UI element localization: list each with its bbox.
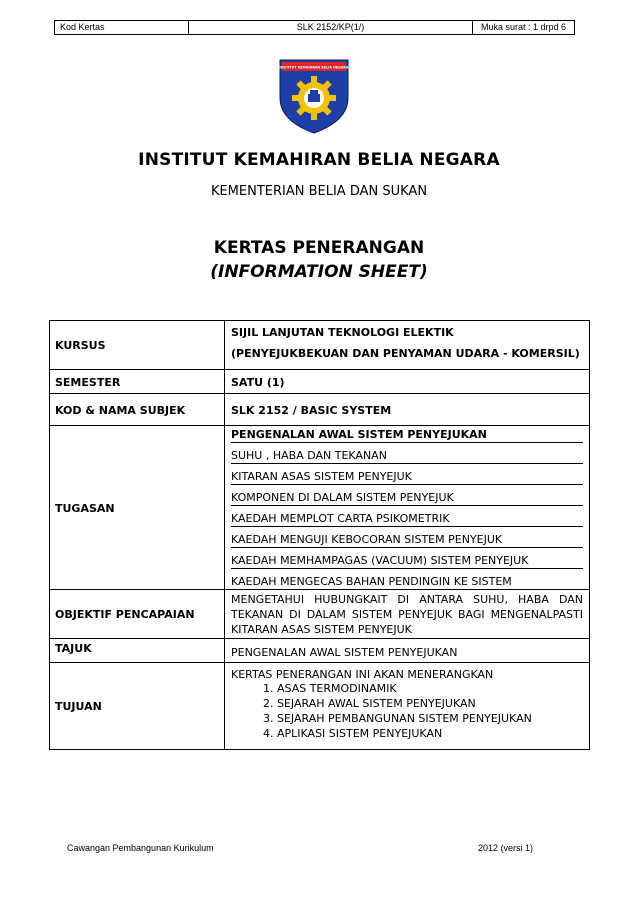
subjek-value: SLK 2152 / BASIC SYSTEM: [231, 404, 392, 417]
header-page: Muka surat : 1 drpd 6: [480, 22, 567, 32]
tugasan-item: KAEDAH MENGUJI KEBOCORAN SISTEM PENYEJUK: [231, 533, 583, 548]
kursus-line2: (PENYEJUKBEKUAN DAN PENYAMAN UDARA - KOMERSIL): [231, 347, 580, 360]
label-semester: SEMESTER: [55, 375, 121, 389]
row-objektif: [50, 589, 589, 639]
row-semester: [50, 369, 589, 394]
label-subjek: KOD & NAMA SUBJEK: [55, 403, 186, 417]
row-kursus: [50, 321, 589, 369]
info-table: [49, 320, 590, 750]
tujuan-intro: KERTAS PENERANGAN INI AKAN MENERANGKAN: [231, 668, 494, 681]
tujuan-item: 3. SEJARAH PEMBANGUNAN SISTEM PENYEJUKAN: [263, 712, 532, 725]
tugasan-item: KAEDAH MEMPLOT CARTA PSIKOMETRIK: [231, 512, 583, 527]
ministry-title: KEMENTERIAN BELIA DAN SUKAN: [210, 184, 428, 199]
header-table: [54, 20, 575, 35]
header-code: SLK 2152/KP(1/): [189, 21, 473, 34]
objektif-text: MENGETAHUI HUBUNGKAIT DI ANTARA SUHU, HABA DAN TEKANAN DI DALAM SISTEM PENYEJUK BAGI MENGENALPASTI KITARAN ASAS SISTEM PENYEJUK: [231, 593, 583, 636]
tujuan-item: 4. APLIKASI SISTEM PENYEJUKAN: [263, 727, 443, 740]
institution-title: INSTITUT KEMAHIRAN BELIA NEGARA: [138, 150, 500, 170]
kursus-line1: SIJIL LANJUTAN TEKNOLOGI ELEKTIK: [231, 326, 454, 339]
document-type-english: (INFORMATION SHEET): [210, 262, 428, 282]
tugasan-item: PENGENALAN AWAL SISTEM PENYEJUKAN: [231, 428, 583, 443]
document-type-title: KERTAS PENERANGAN: [213, 238, 425, 258]
tugasan-item: KOMPONEN DI DALAM SISTEM PENYEJUK: [231, 491, 583, 506]
row-subjek: [50, 393, 589, 426]
semester-value: SATU (1): [231, 376, 285, 389]
label-tugasan: TUGASAN: [55, 501, 115, 515]
row-tajuk: [50, 638, 589, 663]
label-tujuan: TUJUAN: [55, 700, 102, 713]
row-tugasan: [50, 425, 589, 590]
label-objektif: OBJEKTIF PENCAPAIAN: [55, 608, 195, 621]
tujuan-item: 1. ASAS TERMODINAMIK: [263, 682, 397, 695]
tugasan-item: SUHU , HABA DAN TEKANAN: [231, 449, 583, 464]
tugasan-item: KAEDAH MEMHAMPAGAS (VACUUM) SISTEM PENYEJUK: [231, 554, 583, 569]
tugasan-item: KITARAN ASAS SISTEM PENYEJUK: [231, 470, 583, 485]
header-kod-kertas: Kod Kertas: [55, 21, 189, 34]
tugasan-item: KAEDAH MENGECAS BAHAN PENDINGIN KE SISTEM: [231, 575, 512, 588]
tajuk-value: PENGENALAN AWAL SISTEM PENYEJUKAN: [231, 646, 458, 659]
ikbn-logo: [278, 58, 350, 134]
label-tajuk: TAJUK: [55, 642, 92, 655]
footer-version: 2012 (versi 1): [477, 843, 533, 853]
logo-banner-text: INSTITUT KEMAHIRAN BELIA NEGARA: [279, 65, 349, 70]
footer-department: Cawangan Pembangunan Kurikulum: [67, 843, 214, 853]
label-kursus: KURSUS: [55, 338, 106, 352]
tujuan-item: 2. SEJARAH AWAL SISTEM PENYEJUKAN: [263, 697, 476, 710]
row-tujuan: [50, 662, 589, 750]
